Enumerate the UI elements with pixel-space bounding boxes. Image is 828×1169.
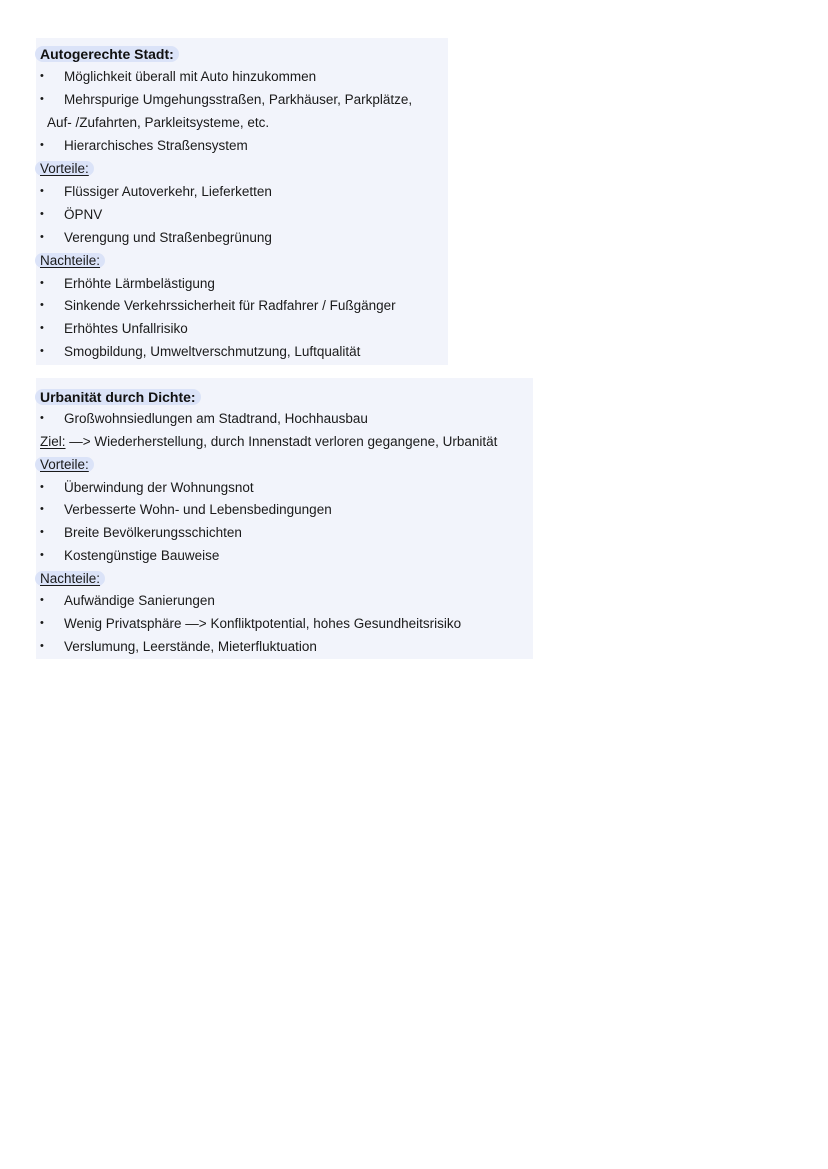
bullet-icon: • [40, 185, 44, 198]
nachteile-label [40, 252, 105, 270]
list-item-text: Großwohnsiedlungen am Stadtrand, Hochhausbau [64, 411, 368, 426]
bullet-icon: • [40, 345, 44, 358]
bullet-icon: • [40, 640, 44, 653]
bullet-icon: • [40, 526, 44, 539]
list-item [40, 592, 215, 610]
section-title [40, 45, 179, 63]
ziel-line [40, 433, 497, 451]
list-item [40, 275, 215, 293]
nachteile-label [40, 570, 105, 588]
list-item [40, 183, 272, 201]
section-title [40, 388, 201, 406]
list-item-text: Erhöhte Lärmbelästigung [64, 276, 215, 291]
list-item [40, 343, 360, 361]
vorteile-label-text: Vorteile: [35, 457, 94, 472]
list-item [40, 229, 272, 247]
vorteile-label [40, 160, 94, 178]
list-item [40, 320, 188, 338]
list-item-text: Mehrspurige Umgehungsstraßen, Parkhäuser, Parkplätze, [64, 92, 413, 107]
list-item [40, 524, 242, 542]
bullet-icon: • [40, 139, 44, 152]
list-item [40, 410, 368, 428]
vorteile-label-text: Vorteile: [35, 161, 94, 176]
bullet-icon: • [40, 299, 44, 312]
list-item [40, 638, 317, 656]
list-item-text: Überwindung der Wohnungsnot [64, 480, 254, 495]
list-item-text: Hierarchisches Straßensystem [64, 138, 248, 153]
bullet-icon: • [40, 617, 44, 630]
section-title-text: Urbanität durch Dichte: [35, 389, 201, 405]
list-item [40, 91, 412, 109]
list-item [40, 479, 254, 497]
bullet-icon: • [40, 277, 44, 290]
bullet-icon: • [40, 70, 44, 83]
bullet-icon: • [40, 231, 44, 244]
bullet-icon: • [40, 549, 44, 562]
list-item-text: Sinkende Verkehrssicherheit für Radfahrer / Fußgänger [64, 298, 396, 313]
list-item [40, 547, 219, 565]
section-title-text: Autogerechte Stadt: [35, 46, 179, 62]
list-item [40, 137, 248, 155]
list-item-text: Auf- /Zufahrten, Parkleitsysteme, etc. [47, 115, 270, 130]
bullet-icon: • [40, 481, 44, 494]
bullet-icon: • [40, 503, 44, 516]
bullet-icon: • [40, 322, 44, 335]
list-item-text: ÖPNV [64, 207, 103, 222]
nachteile-label-text: Nachteile: [35, 571, 105, 586]
bullet-icon: • [40, 594, 44, 607]
list-item [40, 206, 102, 224]
nachteile-label-text: Nachteile: [35, 253, 105, 268]
bullet-icon: • [40, 208, 44, 221]
list-item-continuation [40, 114, 269, 132]
list-item-text: Aufwändige Sanierungen [64, 593, 215, 608]
list-item [40, 297, 396, 315]
list-item [40, 501, 332, 519]
list-item-text: Kostengünstige Bauweise [64, 548, 220, 563]
ziel-text: —> Wiederherstellung, durch Innenstadt verloren gegangene, Urbanität [65, 434, 498, 449]
list-item-text: Möglichkeit überall mit Auto hinzukommen [64, 69, 317, 84]
list-item-text: Breite Bevölkerungsschichten [64, 525, 242, 540]
vorteile-label [40, 456, 94, 474]
list-item-text: Verbesserte Wohn- und Lebensbedingungen [64, 502, 332, 517]
list-item [40, 615, 461, 633]
section-autogerechte-stadt [36, 38, 448, 365]
list-item-text: Verengung und Straßenbegrünung [64, 230, 272, 245]
list-item-text: Flüssiger Autoverkehr, Lieferketten [64, 184, 272, 199]
bullet-icon: • [40, 93, 44, 106]
bullet-icon: • [40, 412, 44, 425]
list-item-text: Wenig Privatsphäre —> Konfliktpotential, hohes Gesundheitsrisiko [64, 616, 462, 631]
list-item-text: Erhöhtes Unfallrisiko [64, 321, 188, 336]
list-item-text: Verslumung, Leerstände, Mieterfluktuation [64, 639, 317, 654]
ziel-label: Ziel: [40, 434, 66, 449]
list-item [40, 68, 316, 86]
list-item-text: Smogbildung, Umweltverschmutzung, Luftqualität [64, 344, 361, 359]
